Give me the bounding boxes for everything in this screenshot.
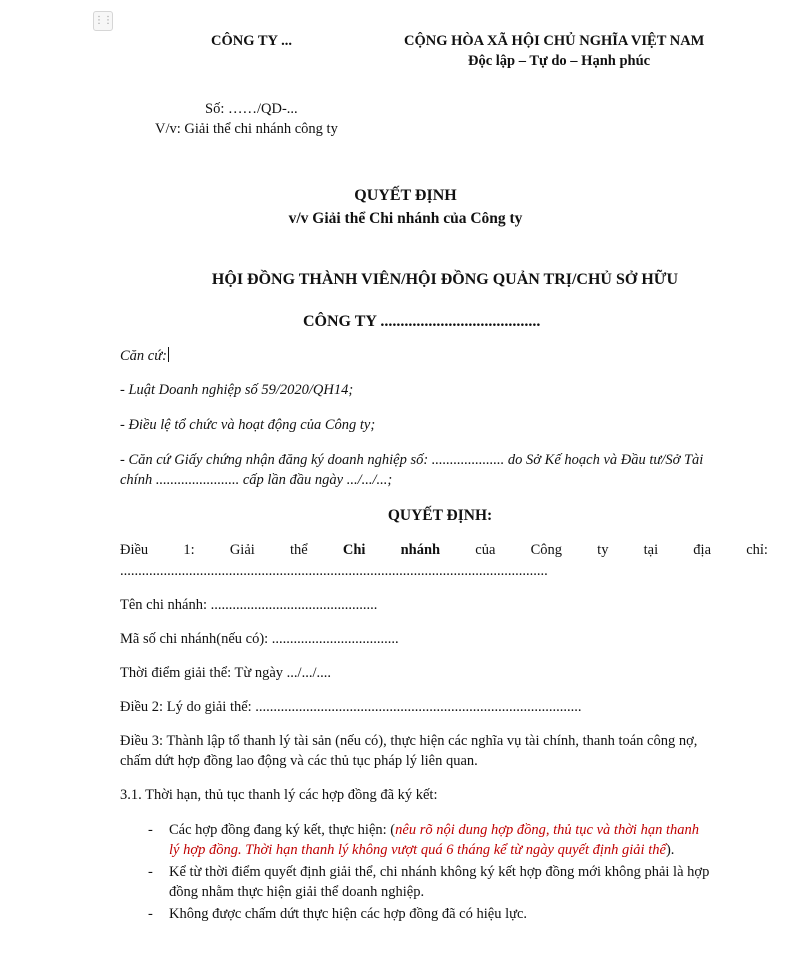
text-cursor — [168, 347, 169, 362]
bullet1-line1: Các hợp đồng đang ký kết, thực hiện: (nêu rõ nội dung hợp đồng, thủ tục và thời hạn thanh — [169, 822, 699, 838]
article1-word: Chi — [342, 542, 366, 558]
article1-word: nhánh — [400, 542, 441, 558]
article3-line1: Điều 3: Thành lập tổ thanh lý tài sản (nếu có), thực hiện các nghĩa vụ tài chính, thanh toán công nợ, — [120, 733, 698, 749]
council-title: HỘI ĐỒNG THÀNH VIÊN/HỘI ĐỒNG QUẢN TRỊ/CHỦ SỞ HỮU — [211, 271, 679, 288]
article1-dots: ...................................................................................................................... — [120, 563, 548, 579]
article1-word: Công — [530, 542, 562, 558]
bullet2-line1: Kể từ thời điểm quyết định giải thể, chi nhánh không ký kết hợp đồng mới không phải là hợp — [169, 864, 710, 880]
article3-line2: chấm dứt hợp đồng lao động và các thủ tục pháp lý liên quan. — [120, 753, 478, 769]
basis-cert-line2: chính ....................... cấp lần đầu ngày .../.../...; — [120, 472, 393, 488]
company-header: CÔNG TY ... — [211, 33, 292, 49]
article1-word: 1: — [183, 542, 195, 558]
basis-law: - Luật Doanh nghiệp số 59/2020/QH14; — [120, 382, 354, 398]
bullet1-note: lý hợp đồng. Thời hạn thanh lý không vượt quá 6 tháng kể từ ngày quyết định giải thể — [169, 842, 666, 858]
article2: Điều 2: Lý do giải thể: .......................................................................................... — [120, 699, 582, 715]
motto: Độc lập – Tự do – Hạnh phúc — [468, 53, 651, 69]
decision-heading: QUYẾT ĐỊNH: — [387, 507, 493, 524]
bullet-dash: - — [148, 906, 153, 922]
article1-word: Điều — [120, 542, 149, 558]
bullet-dash: - — [148, 822, 153, 838]
bullet1-line2: lý hợp đồng. Thời hạn thanh lý không vượt quá 6 tháng kể từ ngày quyết định giải thể). — [169, 842, 675, 858]
republic-header: CỘNG HÒA XÃ HỘI CHỦ NGHĨA VIỆT NAM — [404, 33, 705, 49]
basis-heading: Căn cứ: — [120, 348, 167, 364]
basis-cert-line1: - Căn cứ Giấy chứng nhận đăng ký doanh nghiệp số: .................... do Sở Kế hoạch và Đầu tư/Sở Tài — [120, 452, 704, 468]
article1-word: của — [475, 542, 496, 558]
article1-word: chỉ: — [746, 542, 768, 558]
article1-word: địa — [693, 542, 712, 558]
branch-name: Tên chi nhánh: .............................................. — [120, 597, 378, 613]
article1-word: ty — [597, 542, 609, 558]
bullet3: Không được chấm dứt thực hiện các hợp đồng đã có hiệu lực. — [169, 906, 528, 922]
document-subject: V/v: Giải thể chi nhánh công ty — [155, 121, 338, 137]
document-number: Số: ……/QD-... — [205, 101, 298, 117]
bullet2-line2: đồng nhằm thực hiện giải thể doanh nghiệp. — [169, 884, 425, 900]
company-title-line: CÔNG TY ........................................ — [303, 313, 541, 330]
article1-line — [120, 542, 768, 559]
article1-word: tại — [643, 542, 659, 558]
decision-title: QUYẾT ĐỊNH — [354, 187, 457, 204]
basis-charter: - Điều lệ tổ chức và hoạt động của Công ty; — [120, 417, 376, 433]
decision-subtitle: v/v Giải thể Chi nhánh của Công ty — [288, 210, 523, 227]
dissolution-time: Thời điểm giải thể: Từ ngày .../.../.... — [120, 665, 331, 681]
branch-code: Mã số chi nhánh(nếu có): ................................... — [120, 631, 399, 647]
bullet1-note: nêu rõ nội dung hợp đồng, thủ tục và thời hạn thanh — [395, 822, 699, 838]
article1-word: thể — [289, 542, 308, 558]
drag-handle-icon[interactable]: ⋮⋮ — [93, 11, 113, 31]
bullet-dash: - — [148, 864, 153, 880]
section31-heading: 3.1. Thời hạn, thủ tục thanh lý các hợp đồng đã ký kết: — [120, 787, 438, 803]
article1-word: Giải — [229, 542, 255, 558]
